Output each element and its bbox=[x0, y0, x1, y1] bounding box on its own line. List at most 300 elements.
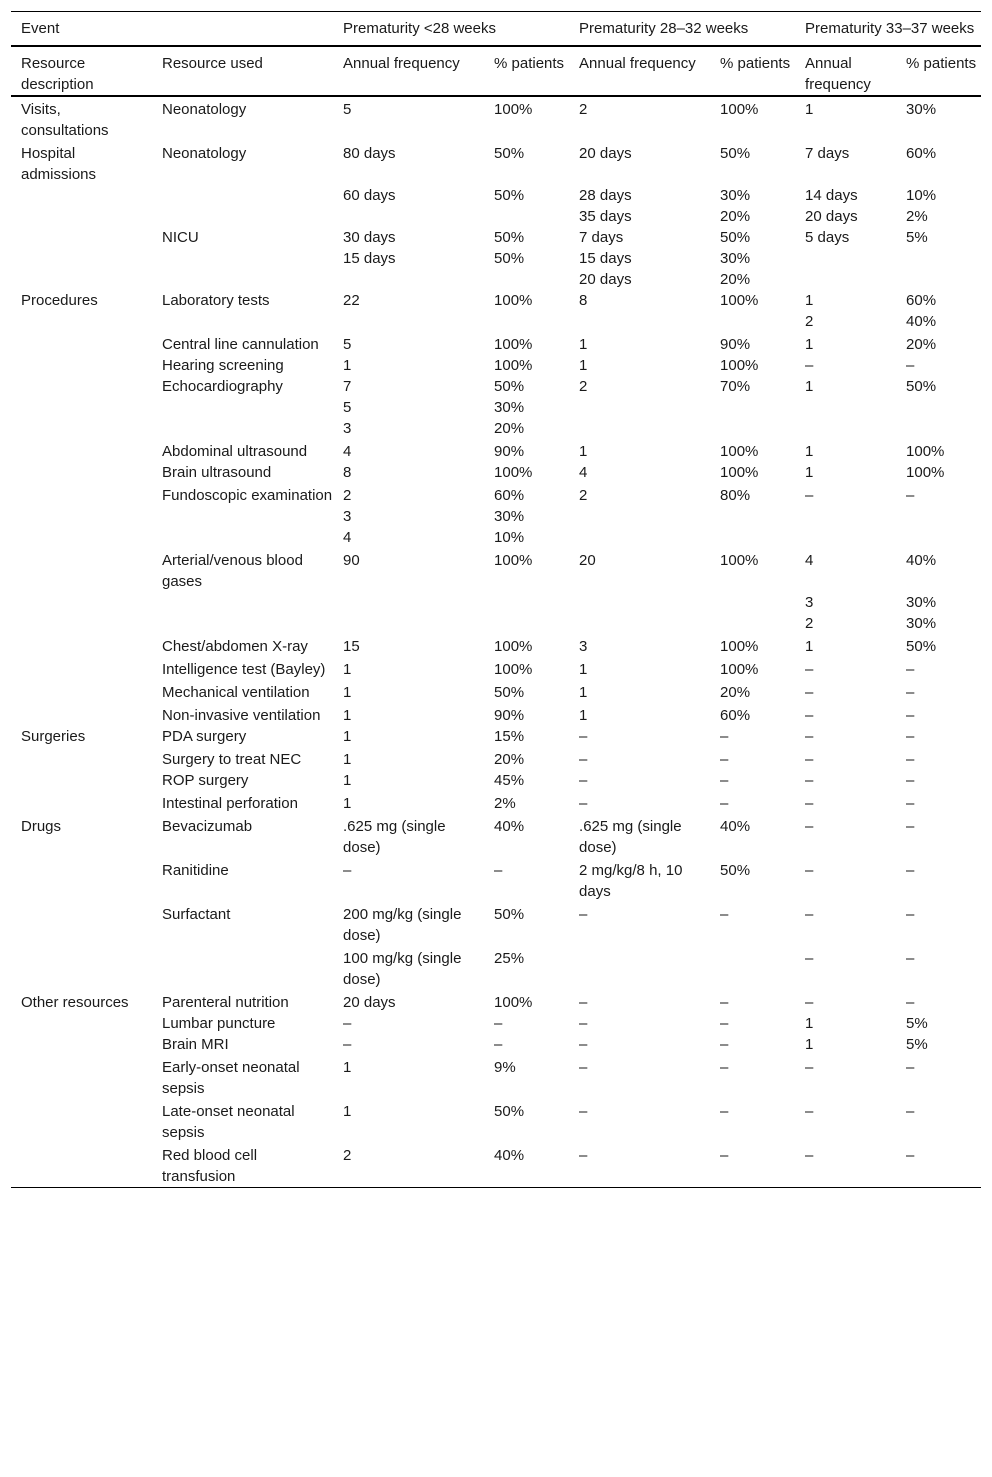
resource-description-cell bbox=[11, 397, 152, 418]
freq-33-37-cell: – bbox=[805, 684, 814, 701]
resource-description-cell bbox=[11, 613, 152, 634]
pct-28-32-cell bbox=[710, 592, 795, 613]
pct-28-32-cell: 40% bbox=[720, 818, 751, 835]
pct-33-37-cell: 60% bbox=[906, 145, 937, 162]
pct-33-37-cell: – bbox=[906, 487, 915, 504]
pct-28-32-cell: – bbox=[720, 795, 729, 812]
table-row bbox=[11, 1013, 981, 1034]
table-row bbox=[11, 770, 981, 791]
resource-description-cell bbox=[11, 657, 152, 680]
freq-33-37-cell: 4 bbox=[805, 552, 814, 569]
table-body bbox=[11, 96, 981, 1188]
pct-under-28-cell bbox=[484, 613, 569, 634]
resource-description-cell bbox=[11, 355, 152, 376]
freq-under-28-cell: 5 bbox=[343, 336, 352, 353]
header-resource-description: Resource description bbox=[11, 46, 152, 96]
freq-under-28-cell: .625 mg (single dose) bbox=[343, 818, 446, 856]
freq-28-32-cell: 20 days bbox=[579, 271, 632, 288]
resource-used-cell: Laboratory tests bbox=[162, 292, 270, 309]
freq-33-37-cell: 1 bbox=[805, 292, 814, 309]
pct-under-28-cell: 40% bbox=[484, 1143, 569, 1188]
table-row bbox=[11, 548, 981, 592]
pct-33-37-cell: – bbox=[906, 862, 915, 879]
freq-28-32-cell: 1 bbox=[579, 661, 588, 678]
table-row bbox=[11, 814, 981, 858]
freq-under-28-cell bbox=[333, 269, 484, 290]
resource-description-cell bbox=[11, 527, 152, 548]
freq-28-32-cell bbox=[569, 311, 710, 332]
pct-33-37-cell bbox=[896, 418, 981, 439]
freq-33-37-cell: – bbox=[805, 707, 814, 724]
table-row bbox=[11, 439, 981, 462]
table-row bbox=[11, 1143, 981, 1188]
table-row bbox=[11, 96, 981, 141]
header-annual-frequency: Annual frequency bbox=[795, 46, 896, 96]
resource-used-cell: Arterial/venous blood gases bbox=[162, 552, 303, 590]
pct-under-28-cell: 20% bbox=[494, 420, 525, 437]
freq-under-28-cell bbox=[333, 206, 484, 227]
resource-description-cell: Visits, consultations bbox=[21, 101, 109, 139]
resource-description-cell bbox=[11, 1013, 152, 1034]
resource-description-cell bbox=[11, 791, 152, 814]
pct-28-32-cell: 60% bbox=[720, 707, 751, 724]
pct-33-37-cell: 100% bbox=[906, 443, 945, 460]
freq-28-32-cell bbox=[569, 397, 710, 418]
pct-33-37-cell bbox=[896, 506, 981, 527]
pct-under-28-cell: 60% bbox=[494, 487, 525, 504]
pct-under-28-cell: 50% bbox=[494, 250, 525, 267]
header-group-28-32: Prematurity 28–32 weeks bbox=[569, 12, 795, 47]
freq-under-28-cell: 80 days bbox=[343, 145, 396, 162]
pct-33-37-cell: – bbox=[906, 772, 915, 789]
resource-used-cell: Ranitidine bbox=[162, 862, 229, 879]
resource-used-cell: Intelligence test (Bayley) bbox=[162, 661, 326, 678]
table-row bbox=[11, 332, 981, 355]
freq-under-28-cell bbox=[333, 592, 484, 613]
pct-under-28-cell: 25% bbox=[494, 950, 525, 967]
freq-28-32-cell: 20 bbox=[579, 552, 596, 569]
header-percent-patients: % patients bbox=[896, 46, 981, 96]
freq-28-32-cell: 1 bbox=[579, 443, 588, 460]
freq-33-37-cell: – bbox=[805, 862, 814, 879]
freq-33-37-cell: – bbox=[805, 751, 814, 768]
pct-28-32-cell bbox=[710, 506, 795, 527]
table-row bbox=[11, 185, 981, 206]
pct-under-28-cell: 10% bbox=[494, 529, 525, 546]
freq-28-32-cell: 28 days bbox=[579, 187, 632, 204]
freq-under-28-cell: 4 bbox=[343, 529, 352, 546]
pct-33-37-cell: – bbox=[906, 357, 915, 374]
freq-33-37-cell: – bbox=[805, 1059, 814, 1076]
resource-used-cell: ROP surgery bbox=[162, 772, 249, 789]
pct-28-32-cell: – bbox=[710, 1143, 795, 1188]
freq-under-28-cell: 22 bbox=[343, 292, 360, 309]
resource-description-cell bbox=[11, 858, 152, 902]
pct-33-37-cell: 10% bbox=[906, 187, 937, 204]
freq-33-37-cell: 3 bbox=[805, 594, 814, 611]
resource-used-cell: Surfactant bbox=[162, 906, 231, 923]
resource-description-cell bbox=[11, 1099, 152, 1143]
table-row bbox=[11, 858, 981, 902]
pct-33-37-cell: – bbox=[906, 728, 915, 745]
resource-used-cell: Non-invasive ventilation bbox=[162, 707, 321, 724]
pct-under-28-cell: 50% bbox=[494, 684, 525, 701]
pct-under-28-cell: 50% bbox=[494, 906, 525, 923]
resource-description-cell bbox=[11, 946, 152, 990]
resource-description-cell bbox=[11, 506, 152, 527]
freq-under-28-cell: – bbox=[343, 1015, 352, 1032]
freq-28-32-cell: – bbox=[579, 994, 588, 1011]
freq-33-37-cell: 1 bbox=[805, 1036, 814, 1053]
freq-33-37-cell: – bbox=[795, 1143, 896, 1188]
pct-28-32-cell: 20% bbox=[720, 684, 751, 701]
resource-description-cell bbox=[11, 1143, 152, 1188]
header-percent-patients: % patients bbox=[484, 46, 569, 96]
resource-description-cell bbox=[11, 418, 152, 439]
resource-used-cell: Central line cannulation bbox=[162, 336, 319, 353]
freq-under-28-cell: 1 bbox=[343, 684, 352, 701]
pct-28-32-cell bbox=[710, 397, 795, 418]
table-row bbox=[11, 1055, 981, 1099]
freq-33-37-cell: – bbox=[805, 795, 814, 812]
pct-28-32-cell: 100% bbox=[720, 101, 759, 118]
freq-33-37-cell: 1 bbox=[805, 464, 814, 481]
pct-under-28-cell: 100% bbox=[494, 464, 533, 481]
freq-28-32-cell bbox=[569, 946, 710, 990]
resource-description-cell bbox=[11, 592, 152, 613]
freq-28-32-cell: 35 days bbox=[579, 208, 632, 225]
resource-used-cell: Neonatology bbox=[162, 145, 247, 162]
pct-28-32-cell: 100% bbox=[720, 638, 759, 655]
pct-under-28-cell bbox=[484, 592, 569, 613]
freq-under-28-cell: 1 bbox=[343, 707, 352, 724]
header-annual-frequency: Annual frequency bbox=[569, 46, 710, 96]
header-event: Event bbox=[11, 12, 333, 47]
freq-under-28-cell bbox=[333, 613, 484, 634]
pct-28-32-cell: 100% bbox=[720, 661, 759, 678]
freq-28-32-cell bbox=[569, 506, 710, 527]
pct-28-32-cell: 100% bbox=[720, 464, 759, 481]
freq-28-32-cell bbox=[569, 592, 710, 613]
freq-33-37-cell: 14 days bbox=[805, 187, 858, 204]
pct-33-37-cell bbox=[896, 527, 981, 548]
resource-description-cell bbox=[11, 206, 152, 227]
freq-33-37-cell: 20 days bbox=[805, 208, 858, 225]
freq-33-37-cell bbox=[795, 418, 896, 439]
pct-under-28-cell: 50% bbox=[494, 145, 525, 162]
resource-used-cell bbox=[152, 506, 333, 527]
freq-28-32-cell: – bbox=[579, 751, 588, 768]
resource-used-cell: Parenteral nutrition bbox=[162, 994, 289, 1011]
freq-33-37-cell: – bbox=[805, 728, 814, 745]
freq-33-37-cell: – bbox=[805, 950, 814, 967]
pct-33-37-cell: 5% bbox=[906, 229, 928, 246]
resource-used-cell bbox=[152, 206, 333, 227]
freq-33-37-cell: – bbox=[805, 487, 814, 504]
pct-28-32-cell: 100% bbox=[720, 292, 759, 309]
resource-used-cell: PDA surgery bbox=[162, 728, 247, 745]
pct-33-37-cell: 2% bbox=[906, 208, 928, 225]
table-row bbox=[11, 397, 981, 418]
resource-description-cell bbox=[11, 483, 152, 506]
freq-under-28-cell: 1 bbox=[343, 1059, 352, 1076]
pct-33-37-cell bbox=[896, 397, 981, 418]
pct-28-32-cell: 20% bbox=[720, 208, 751, 225]
resource-description-cell bbox=[11, 1055, 152, 1099]
pct-28-32-cell: 30% bbox=[720, 250, 751, 267]
pct-under-28-cell: 100% bbox=[494, 336, 533, 353]
table-row bbox=[11, 269, 981, 290]
freq-28-32-cell: – bbox=[579, 1036, 588, 1053]
freq-under-28-cell bbox=[333, 311, 484, 332]
pct-under-28-cell: 100% bbox=[494, 661, 533, 678]
freq-under-28-cell: 3 bbox=[343, 420, 352, 437]
freq-under-28-cell: 60 days bbox=[343, 187, 396, 204]
freq-28-32-cell: 8 bbox=[579, 292, 588, 309]
freq-under-28-cell: 15 days bbox=[343, 250, 396, 267]
table-row bbox=[11, 483, 981, 506]
table-row bbox=[11, 613, 981, 634]
table-row bbox=[11, 990, 981, 1013]
pct-28-32-cell bbox=[710, 527, 795, 548]
pct-under-28-cell: 50% bbox=[494, 1103, 525, 1120]
resource-description-cell bbox=[11, 269, 152, 290]
pct-under-28-cell: 50% bbox=[494, 229, 525, 246]
pct-28-32-cell: – bbox=[720, 772, 729, 789]
pct-under-28-cell: 100% bbox=[494, 638, 533, 655]
freq-28-32-cell: 2 bbox=[579, 378, 588, 395]
table-row bbox=[11, 376, 981, 397]
header-group-under-28: Prematurity <28 weeks bbox=[333, 12, 569, 47]
freq-under-28-cell: 90 bbox=[343, 552, 360, 569]
pct-28-32-cell: 30% bbox=[720, 187, 751, 204]
group-header-row bbox=[11, 12, 981, 47]
pct-under-28-cell: – bbox=[494, 862, 503, 879]
freq-33-37-cell bbox=[795, 397, 896, 418]
resource-description-cell bbox=[11, 1034, 152, 1055]
freq-28-32-cell: – bbox=[579, 1059, 588, 1076]
table-row bbox=[11, 902, 981, 946]
pct-33-37-cell: 20% bbox=[906, 336, 937, 353]
table-row bbox=[11, 791, 981, 814]
freq-28-32-cell: – bbox=[579, 772, 588, 789]
table-row bbox=[11, 634, 981, 657]
freq-33-37-cell: 1 bbox=[805, 101, 814, 118]
resource-used-cell bbox=[152, 269, 333, 290]
table-row bbox=[11, 527, 981, 548]
table-row bbox=[11, 506, 981, 527]
pct-under-28-cell: 40% bbox=[494, 818, 525, 835]
resource-description-cell: Surgeries bbox=[21, 728, 86, 745]
header-resource-used: Resource used bbox=[152, 46, 333, 96]
freq-33-37-cell: 1 bbox=[805, 1015, 814, 1032]
resource-used-cell bbox=[152, 527, 333, 548]
resource-used-cell bbox=[152, 418, 333, 439]
pct-under-28-cell: 2% bbox=[494, 795, 516, 812]
pct-under-28-cell bbox=[484, 311, 569, 332]
resource-description-cell bbox=[11, 227, 152, 248]
pct-33-37-cell: – bbox=[906, 1059, 915, 1076]
pct-33-37-cell: 50% bbox=[906, 638, 937, 655]
resource-description-cell: Drugs bbox=[21, 818, 62, 835]
table-row bbox=[11, 227, 981, 248]
pct-33-37-cell: 40% bbox=[906, 552, 937, 569]
table-row bbox=[11, 141, 981, 185]
resource-description-cell bbox=[11, 185, 152, 206]
table-row bbox=[11, 418, 981, 439]
table-row bbox=[11, 592, 981, 613]
resource-used-cell bbox=[152, 185, 333, 206]
freq-under-28-cell: 20 days bbox=[343, 994, 396, 1011]
pct-28-32-cell: 20% bbox=[720, 271, 751, 288]
pct-under-28-cell: 50% bbox=[494, 378, 525, 395]
freq-under-28-cell: 1 bbox=[343, 795, 352, 812]
pct-28-32-cell: 100% bbox=[720, 357, 759, 374]
pct-28-32-cell bbox=[710, 613, 795, 634]
resource-used-cell: Neonatology bbox=[162, 101, 247, 118]
pct-under-28-cell: 45% bbox=[494, 772, 525, 789]
resource-description-cell bbox=[11, 548, 152, 592]
pct-under-28-cell: 30% bbox=[494, 508, 525, 525]
freq-33-37-cell: – bbox=[805, 818, 814, 835]
resource-description-cell: Other resources bbox=[21, 994, 129, 1011]
freq-33-37-cell: – bbox=[805, 1103, 814, 1120]
freq-28-32-cell: .625 mg (single dose) bbox=[579, 818, 682, 856]
freq-28-32-cell: 4 bbox=[579, 464, 588, 481]
pct-28-32-cell: 50% bbox=[720, 145, 751, 162]
resource-description-cell bbox=[11, 634, 152, 657]
pct-28-32-cell: – bbox=[720, 906, 729, 923]
freq-28-32-cell: – bbox=[579, 795, 588, 812]
table-row bbox=[11, 1034, 981, 1055]
table-row bbox=[11, 462, 981, 483]
freq-28-32-cell: 1 bbox=[579, 684, 588, 701]
freq-28-32-cell: 2 bbox=[579, 101, 588, 118]
pct-28-32-cell: 70% bbox=[720, 378, 751, 395]
pct-28-32-cell: 100% bbox=[720, 552, 759, 569]
pct-under-28-cell: 100% bbox=[494, 552, 533, 569]
pct-33-37-cell: – bbox=[906, 661, 915, 678]
resource-used-cell: Abdominal ultrasound bbox=[162, 443, 308, 460]
freq-28-32-cell: 20 days bbox=[579, 145, 632, 162]
pct-under-28-cell: 100% bbox=[494, 994, 533, 1011]
table-row bbox=[11, 747, 981, 770]
pct-under-28-cell: 100% bbox=[494, 357, 533, 374]
resource-used-cell: Lumbar puncture bbox=[162, 1015, 276, 1032]
freq-28-32-cell: – bbox=[579, 1015, 588, 1032]
freq-under-28-cell: – bbox=[343, 1036, 352, 1053]
pct-28-32-cell: 50% bbox=[720, 229, 751, 246]
freq-33-37-cell: 1 bbox=[805, 443, 814, 460]
freq-28-32-cell bbox=[569, 418, 710, 439]
table-row bbox=[11, 1099, 981, 1143]
freq-under-28-cell: 1 bbox=[343, 728, 352, 745]
table-row bbox=[11, 946, 981, 990]
resource-used-cell bbox=[152, 613, 333, 634]
freq-under-28-cell: 4 bbox=[343, 443, 352, 460]
pct-33-37-cell: 30% bbox=[906, 101, 937, 118]
resource-description-cell bbox=[11, 376, 152, 397]
pct-28-32-cell bbox=[710, 311, 795, 332]
freq-28-32-cell: – bbox=[579, 906, 588, 923]
table-row bbox=[11, 248, 981, 269]
pct-under-28-cell: – bbox=[494, 1015, 503, 1032]
resource-description-cell bbox=[11, 770, 152, 791]
resource-used-cell bbox=[152, 397, 333, 418]
pct-under-28-cell: 20% bbox=[494, 751, 525, 768]
freq-33-37-cell: – bbox=[805, 357, 814, 374]
pct-28-32-cell: 90% bbox=[720, 336, 751, 353]
freq-under-28-cell: 1 bbox=[343, 772, 352, 789]
pct-28-32-cell: – bbox=[720, 1036, 729, 1053]
resource-description-cell bbox=[11, 311, 152, 332]
pct-33-37-cell: 5% bbox=[906, 1036, 928, 1053]
freq-28-32-cell: – bbox=[579, 1103, 588, 1120]
pct-under-28-cell: 50% bbox=[494, 187, 525, 204]
pct-28-32-cell: – bbox=[720, 994, 729, 1011]
pct-under-28-cell: 30% bbox=[494, 399, 525, 416]
freq-under-28-cell: 30 days bbox=[343, 229, 396, 246]
table-row bbox=[11, 703, 981, 726]
pct-33-37-cell: – bbox=[906, 684, 915, 701]
pct-33-37-cell: – bbox=[896, 1143, 981, 1188]
table-row bbox=[11, 290, 981, 311]
freq-under-28-cell: 15 bbox=[343, 638, 360, 655]
resource-used-cell: Bevacizumab bbox=[162, 818, 253, 835]
table-row bbox=[11, 311, 981, 332]
pct-under-28-cell bbox=[484, 269, 569, 290]
pct-under-28-cell: 9% bbox=[494, 1059, 516, 1076]
resource-description-cell bbox=[11, 703, 152, 726]
resource-used-cell: Mechanical ventilation bbox=[162, 684, 310, 701]
pct-under-28-cell: 15% bbox=[494, 728, 525, 745]
pct-33-37-cell: – bbox=[906, 950, 915, 967]
pct-33-37-cell: – bbox=[906, 818, 915, 835]
resource-used-cell bbox=[152, 248, 333, 269]
pct-28-32-cell: – bbox=[720, 728, 729, 745]
freq-under-28-cell: 2 bbox=[343, 487, 352, 504]
pct-33-37-cell: 50% bbox=[906, 378, 937, 395]
table-row bbox=[11, 657, 981, 680]
table-row bbox=[11, 355, 981, 376]
pct-33-37-cell: – bbox=[906, 795, 915, 812]
freq-under-28-cell: 7 bbox=[343, 378, 352, 395]
pct-under-28-cell bbox=[484, 206, 569, 227]
header-annual-frequency: Annual frequency bbox=[333, 46, 484, 96]
freq-28-32-cell: 1 bbox=[579, 336, 588, 353]
pct-28-32-cell: – bbox=[720, 751, 729, 768]
resource-description-cell: Procedures bbox=[21, 292, 98, 309]
pct-28-32-cell: – bbox=[720, 1103, 729, 1120]
table-row bbox=[11, 680, 981, 703]
freq-28-32-cell: 15 days bbox=[579, 250, 632, 267]
pct-28-32-cell: – bbox=[720, 1015, 729, 1032]
pct-28-32-cell bbox=[710, 946, 795, 990]
table-row bbox=[11, 726, 981, 747]
resource-description-cell bbox=[11, 248, 152, 269]
pct-33-37-cell: – bbox=[906, 1103, 915, 1120]
freq-33-37-cell bbox=[795, 506, 896, 527]
freq-33-37-cell: 1 bbox=[805, 638, 814, 655]
freq-under-28-cell: 1 bbox=[343, 751, 352, 768]
freq-under-28-cell: 3 bbox=[343, 508, 352, 525]
freq-under-28-cell: 5 bbox=[343, 399, 352, 416]
resource-used-cell bbox=[152, 311, 333, 332]
resource-used-cell: Fundoscopic examination bbox=[162, 487, 333, 504]
freq-33-37-cell: – bbox=[805, 772, 814, 789]
freq-28-32-cell bbox=[569, 527, 710, 548]
resource-description-cell bbox=[11, 439, 152, 462]
